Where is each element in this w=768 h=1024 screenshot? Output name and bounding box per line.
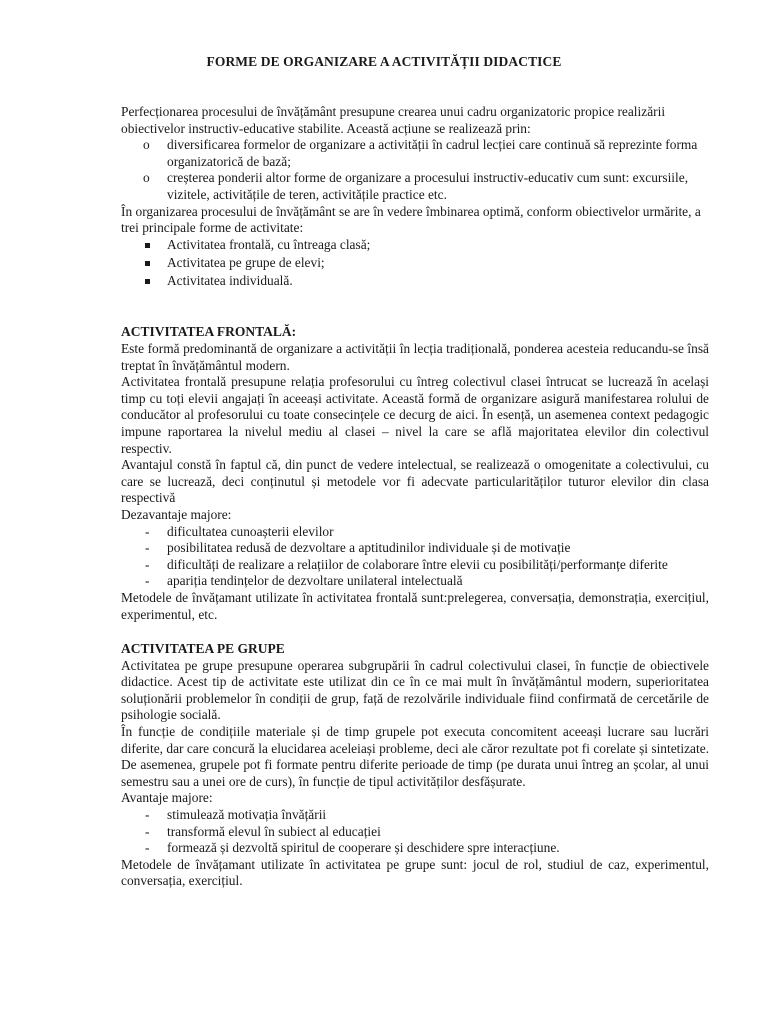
section-heading-grupe: ACTIVITATEA PE GRUPE — [121, 641, 285, 657]
grupe-paragraph-1: Activitatea pe grupe presupune operarea subgrupării în cadrul colectivului clasei, în funcție de obiectivele didactice. Acest tip de activitate este utilizat din ce în ce mai mult în învățământul modern, superioritatea soluționării problemelor în condiții de grup, față de rezolvările individuale fiind confirmată de cercetările de psihologie socială. — [121, 657, 709, 723]
list-item: Activitatea frontală, cu întreaga clasă; — [121, 237, 709, 254]
intro-circle-list — [121, 137, 709, 203]
list-item: Activitatea pe grupe de elevi; — [121, 255, 709, 272]
frontala-paragraph-3: Avantajul constă în faptul că, din punct de vedere intelectual, se realizează o omogenitate a colectivului, cu care se lucrează, deci conținutul și metodele vor fi adecvate particularităților tuturor elevilor din clasa respectivă — [121, 457, 709, 506]
list-item: o diversificarea formelor de organizare a activității în cadrul lecției care continuă să reprezinte forma organizatorică de bază; — [121, 137, 709, 170]
list-item: - posibilitatea redusă de dezvoltare a aptitudinilor individuale și de motivație — [121, 540, 709, 557]
intro-square-list — [121, 237, 709, 289]
frontala-paragraph-2: Activitatea frontală presupune relația profesorului cu întreg colectivul clasei întrucat se lucrează în același timp cu toți elevii angajați în aceeași activitate. Această formă de organizare asigură manifestarea rolului de conducător al profesorului cu toate consecințele ce decurg de aici. În esență, un asemenea context pedagogic impune raportarea la nivelul mediu al clasei – nivel la care se află majoritatea elevilor din colectivul respectiv. — [121, 374, 709, 456]
section-heading-frontala: ACTIVITATEA FRONTALĂ: — [121, 324, 297, 340]
intro-paragraph-1: Perfecționarea procesului de învățământ presupune crearea unui cadru organizatoric propice realizării obiectivelor instructiv-educative stabilite. Această acțiune se realizează prin: — [121, 104, 666, 136]
frontala-paragraph-1: Este formă predominantă de organizare a activității în lecția tradițională, ponderea acesteia reducandu-se însă treptat în învățământul modern. — [121, 341, 709, 373]
list-item: - formează și dezvoltă spiritul de cooperare și deschidere spre interacțiune. — [121, 840, 709, 857]
intro-paragraph-2: În organizarea procesului de învățământ se are în vedere îmbinarea optimă, conform obiectivelor urmărite, a trei principale forme de activitate: — [121, 203, 701, 236]
dezavantaje-label: Dezavantaje majore: — [121, 506, 232, 522]
list-item: - dificultăți de realizare a relațiilor de colaborare între elevii cu posibilități/performanțe diferite — [121, 557, 709, 574]
document-body — [121, 104, 709, 890]
document-title: FORME DE ORGANIZARE A ACTIVITĂȚII DIDACTICE — [206, 54, 562, 69]
list-item: - transformă elevul în subiect al educației — [121, 824, 709, 841]
list-item: - apariția tendințelor de dezvoltare unilateral intelectuală — [121, 573, 709, 590]
list-item: Activitatea individuală. — [121, 273, 709, 290]
avantaje-list — [121, 807, 709, 857]
list-item: o creșterea ponderii altor forme de organizare a procesului instructiv-educativ cum sunt: excursiile, vizitele, activitățile de teren, activitățile practice etc. — [121, 170, 709, 203]
grupe-paragraph-2: În funcție de condițiile materiale și de timp grupele pot executa concomitent aceeași lucrare sau lucrări diferite, dar care concură la elucidarea aceleiași probleme, deci ale căror rezultate pot fi corelate și sintetizate. De asemenea, grupele pot fi formate pentru diferite perioade de timp (pe durata unui întreg an școlar, al unui semestru sau a unei ore de curs), în funcție de tipul activităților desfășurate. — [121, 724, 709, 789]
spacer — [121, 623, 709, 641]
frontala-paragraph-4: Metodele de învățamant utilizate în activitatea frontală sunt:prelegerea, conversația, demonstrația, exercițiul, experimentul, etc. — [121, 589, 709, 622]
spacer — [121, 290, 709, 324]
avantaje-label: Avantaje majore: — [121, 790, 213, 806]
list-item: - stimulează motivația învățării — [121, 807, 709, 824]
dezavantaje-list — [121, 524, 709, 590]
list-item: - dificultatea cunoașterii elevilor — [121, 524, 709, 541]
grupe-paragraph-3: Metodele de învățamant utilizate în activitatea pe grupe sunt: jocul de rol, studiul de caz, experimentul, conversația, exercițiul. — [121, 856, 709, 889]
